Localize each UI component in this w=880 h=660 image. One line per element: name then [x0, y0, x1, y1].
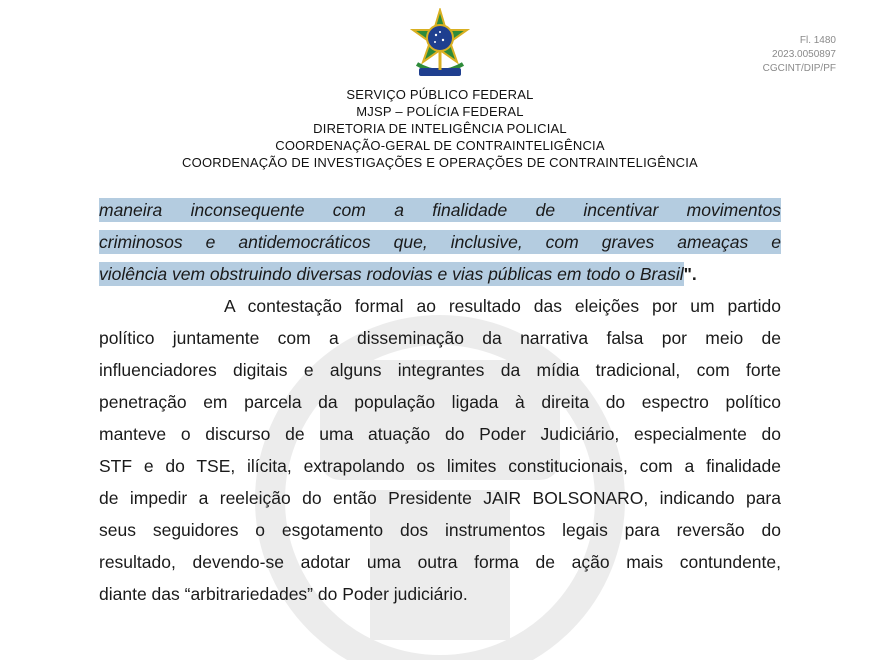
paragraph-line: penetração em parcela da população ligada à direita do espectro político	[99, 392, 781, 412]
quote-closing-mark: ".	[683, 264, 697, 284]
letterhead	[0, 86, 880, 171]
paragraph-line: de impedir a reeleição do então Presidente JAIR BOLSONARO, indicando para	[99, 488, 781, 508]
header-line: COORDENAÇÃO-GERAL DE CONTRAINTELIGÊNCIA	[275, 138, 605, 153]
unit-code: CGCINT/DIP/PF	[762, 63, 836, 74]
process-number: 2023.0050897	[772, 49, 836, 60]
paragraph-line: influenciadores digitais e alguns integrantes da mídia tradicional, com forte	[99, 360, 781, 380]
folio-stamp	[763, 34, 836, 76]
highlighted-quote-line: criminosos e antidemocráticos que, inclusive, com graves ameaças e	[99, 232, 781, 252]
header-line: SERVIÇO PÚBLICO FEDERAL	[346, 87, 534, 102]
document-body	[99, 194, 781, 610]
paragraph-line: político juntamente com a disseminação da narrativa falsa por meio de	[99, 328, 781, 348]
highlighted-quote-line: maneira inconsequente com a finalidade de incentivar movimentos	[99, 200, 781, 220]
paragraph-line: A contestação formal ao resultado das eleições por um partido	[224, 296, 781, 316]
highlighted-quote-line: violência vem obstruindo diversas rodovias e vias públicas em todo o Brasil".	[99, 264, 697, 284]
paragraph-line: resultado, devendo-se adotar uma outra forma de ação mais contundente,	[99, 552, 781, 572]
paragraph-line: diante das “arbitrariedades” do Poder judiciário.	[99, 584, 468, 604]
header-line: COORDENAÇÃO DE INVESTIGAÇÕES E OPERAÇÕES DE CONTRAINTELIGÊNCIA	[182, 155, 698, 170]
paragraph-line: seus seguidores o esgotamento dos instrumentos legais para reversão do	[99, 520, 781, 540]
brazil-coat-of-arms-icon	[405, 8, 475, 84]
header-line: MJSP – POLÍCIA FEDERAL	[356, 104, 524, 119]
folio-number: Fl. 1480	[799, 35, 836, 46]
header-line: DIRETORIA DE INTELIGÊNCIA POLICIAL	[313, 121, 567, 136]
paragraph-line: manteve o discurso de uma atuação do Poder Judiciário, especialmente do	[99, 424, 781, 444]
paragraph-line: STF e do TSE, ilícita, extrapolando os limites constitucionais, com a finalidade	[99, 456, 781, 476]
